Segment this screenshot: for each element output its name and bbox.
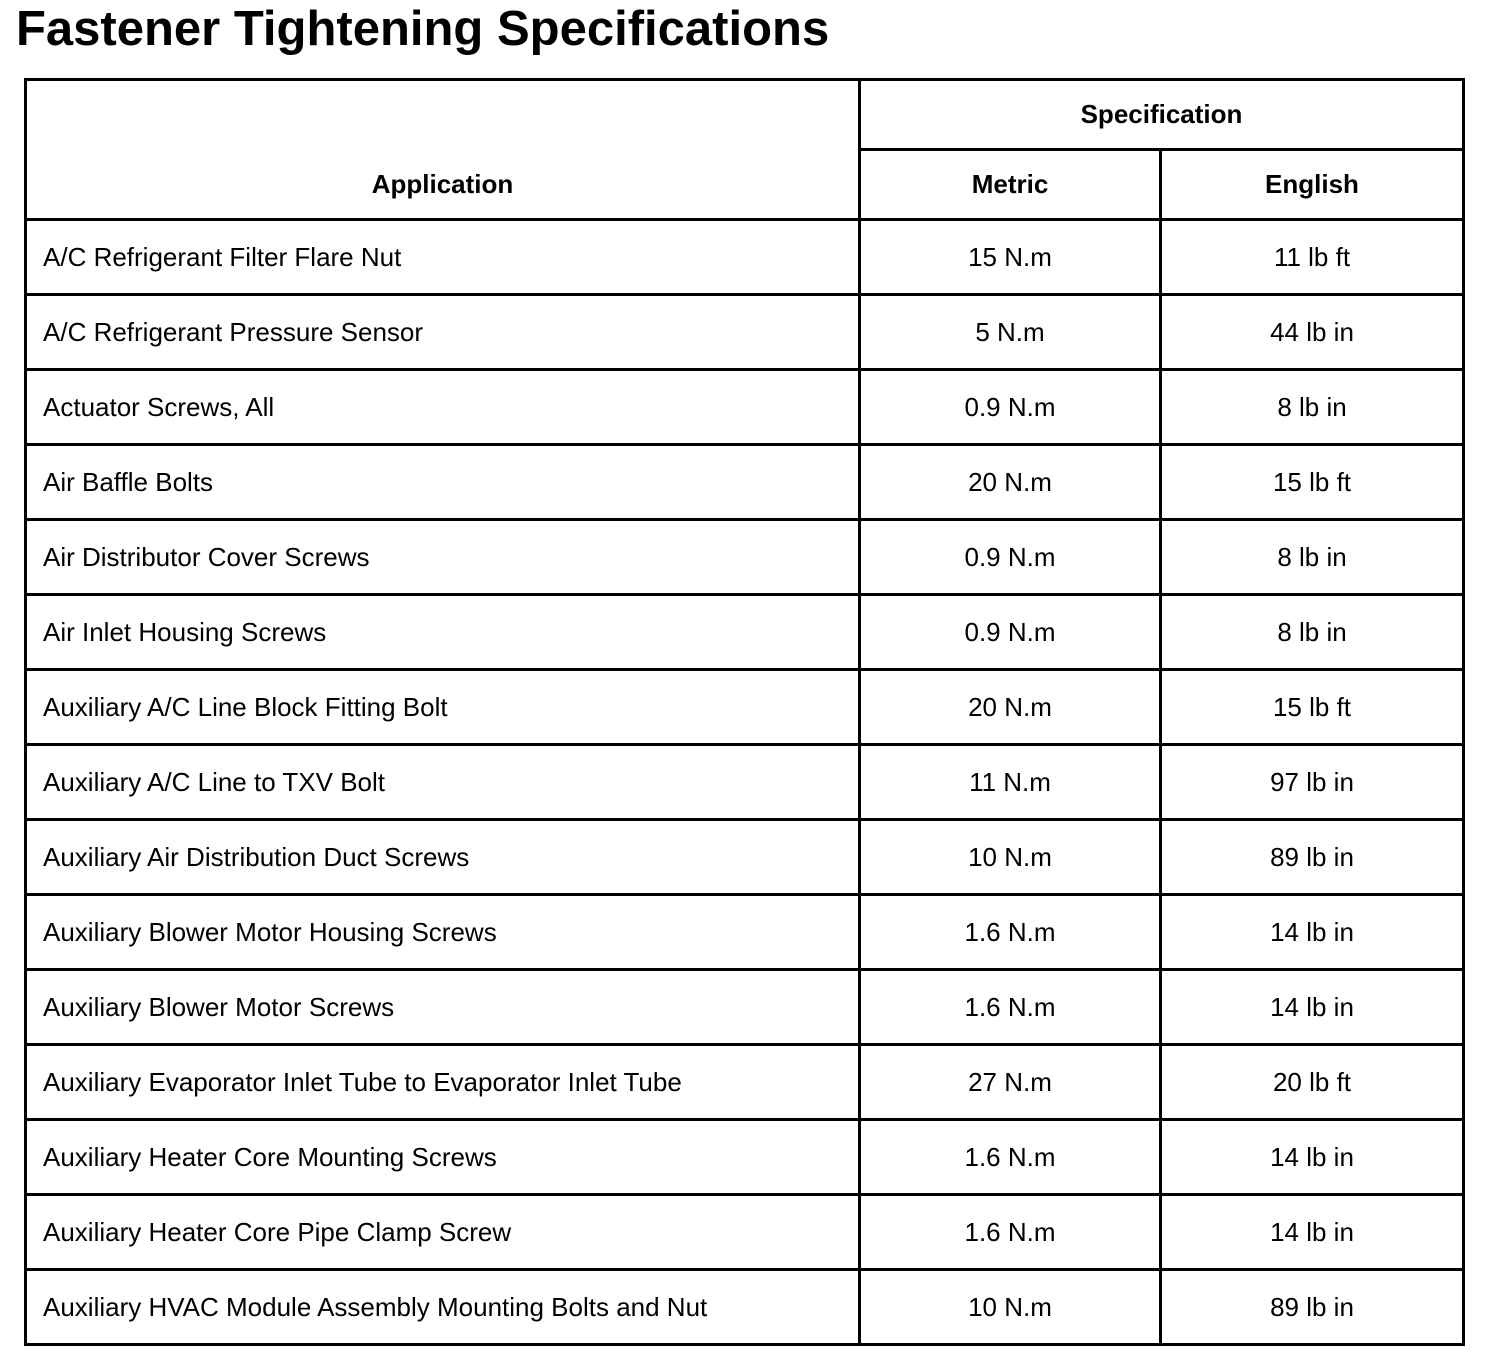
- application-cell: Air Inlet Housing Screws: [26, 595, 860, 670]
- application-column-header: Application: [26, 80, 860, 220]
- metric-cell: 1.6 N.m: [860, 1195, 1161, 1270]
- application-cell: Auxiliary Blower Motor Housing Screws: [26, 895, 860, 970]
- english-cell: 97 lb in: [1161, 745, 1464, 820]
- application-cell: Auxiliary Heater Core Pipe Clamp Screw: [26, 1195, 860, 1270]
- english-cell: 8 lb in: [1161, 520, 1464, 595]
- metric-cell: 1.6 N.m: [860, 895, 1161, 970]
- table-row: [26, 1270, 1464, 1345]
- english-cell: 15 lb ft: [1161, 445, 1464, 520]
- application-cell: Auxiliary Heater Core Mounting Screws: [26, 1120, 860, 1195]
- metric-cell: 15 N.m: [860, 220, 1161, 295]
- english-cell: 44 lb in: [1161, 295, 1464, 370]
- english-cell: 89 lb in: [1161, 1270, 1464, 1345]
- table-row: [26, 1195, 1464, 1270]
- table-row: [26, 370, 1464, 445]
- table-row: [26, 1120, 1464, 1195]
- metric-cell: 0.9 N.m: [860, 370, 1161, 445]
- english-cell: 14 lb in: [1161, 1195, 1464, 1270]
- table-header-row: [26, 80, 1464, 150]
- table-row: [26, 520, 1464, 595]
- table-body: [26, 220, 1464, 1345]
- table-row: [26, 595, 1464, 670]
- metric-cell: 10 N.m: [860, 1270, 1161, 1345]
- table-row: [26, 295, 1464, 370]
- english-cell: 8 lb in: [1161, 370, 1464, 445]
- metric-cell: 20 N.m: [860, 670, 1161, 745]
- metric-cell: 1.6 N.m: [860, 970, 1161, 1045]
- metric-cell: 0.9 N.m: [860, 520, 1161, 595]
- fastener-spec-table: [24, 78, 1465, 1346]
- english-cell: 8 lb in: [1161, 595, 1464, 670]
- specification-column-header: Specification: [860, 80, 1464, 150]
- english-cell: 89 lb in: [1161, 820, 1464, 895]
- table-row: [26, 895, 1464, 970]
- english-column-header: English: [1161, 150, 1464, 220]
- metric-column-header: Metric: [860, 150, 1161, 220]
- english-cell: 14 lb in: [1161, 1120, 1464, 1195]
- table-row: [26, 1045, 1464, 1120]
- application-cell: Auxiliary Air Distribution Duct Screws: [26, 820, 860, 895]
- table-row: [26, 820, 1464, 895]
- table-row: [26, 670, 1464, 745]
- metric-cell: 11 N.m: [860, 745, 1161, 820]
- application-cell: Auxiliary HVAC Module Assembly Mounting Bolts and Nut: [26, 1270, 860, 1345]
- english-cell: 14 lb in: [1161, 895, 1464, 970]
- application-cell: Actuator Screws, All: [26, 370, 860, 445]
- page-title: Fastener Tightening Specifications: [16, 2, 830, 56]
- application-cell: A/C Refrigerant Pressure Sensor: [26, 295, 860, 370]
- application-cell: Auxiliary Blower Motor Screws: [26, 970, 860, 1045]
- table-row: [26, 970, 1464, 1045]
- application-cell: Auxiliary A/C Line to TXV Bolt: [26, 745, 860, 820]
- metric-cell: 1.6 N.m: [860, 1120, 1161, 1195]
- table-row: [26, 445, 1464, 520]
- application-cell: Auxiliary A/C Line Block Fitting Bolt: [26, 670, 860, 745]
- application-cell: A/C Refrigerant Filter Flare Nut: [26, 220, 860, 295]
- table-row: [26, 745, 1464, 820]
- table-row: [26, 220, 1464, 295]
- english-cell: 11 lb ft: [1161, 220, 1464, 295]
- english-cell: 14 lb in: [1161, 970, 1464, 1045]
- metric-cell: 0.9 N.m: [860, 595, 1161, 670]
- application-cell: Air Baffle Bolts: [26, 445, 860, 520]
- metric-cell: 20 N.m: [860, 445, 1161, 520]
- metric-cell: 5 N.m: [860, 295, 1161, 370]
- english-cell: 15 lb ft: [1161, 670, 1464, 745]
- metric-cell: 10 N.m: [860, 820, 1161, 895]
- application-cell: Air Distributor Cover Screws: [26, 520, 860, 595]
- english-cell: 20 lb ft: [1161, 1045, 1464, 1120]
- application-cell: Auxiliary Evaporator Inlet Tube to Evaporator Inlet Tube: [26, 1045, 860, 1120]
- metric-cell: 27 N.m: [860, 1045, 1161, 1120]
